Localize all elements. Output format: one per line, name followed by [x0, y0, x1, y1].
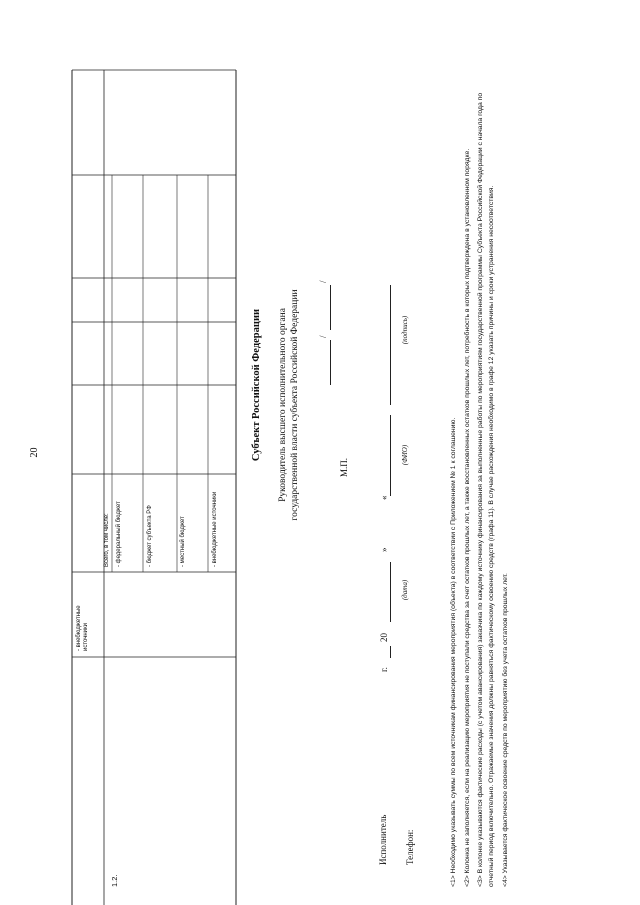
name-line [318, 285, 331, 330]
year-prefix: 20 [379, 633, 389, 642]
cell-label: - местный бюджет [180, 516, 186, 567]
head-title-line-2: государственной власти субъекта Российской Федерации [290, 289, 300, 521]
slash: / [318, 335, 328, 338]
cell-label: - бюджет субъекта РФ [147, 505, 153, 567]
signature-line [318, 340, 331, 385]
footnote: <3> В колонке указываются фактические расходы (с учетом авансирования) заказчика по каждому источнику финансирования за выполненные работы по мероприятиям государственной программы Субъекта Российской Федерации с начала года по отчетный период включительно. Отражаемые значения должны равняться фактическому освоению средств (графа 11). В случае расхождения необходимо в графе 12 указать причины и сроки устранения несоответствия. [477, 92, 496, 887]
year-field [378, 646, 391, 658]
cell-label: - федеральный бюджет [116, 501, 122, 567]
row-number: 1.2. [110, 874, 119, 887]
slash: / [318, 280, 328, 283]
phone-label: Телефон: [405, 829, 415, 865]
footnote: <4> Указывается фактическое освоение средств по мероприятию без учета остатков прошлых лет. [501, 573, 509, 887]
day-field [378, 482, 391, 496]
head-title-line-1: Руководитель высшего исполнительного органа [278, 308, 288, 502]
fio-field [378, 415, 391, 485]
footnotes [449, 65, 515, 887]
cell-label: - внебюджетные источники [76, 605, 89, 651]
footnote: <1> Необходимо указывать суммы по всем источникам финансирования мероприятия (объекта) в соответствии с Приложением № 1 к соглашению. [450, 417, 457, 887]
caption-date: (дата) [401, 579, 409, 601]
footnote: <2> Колонка не заполняется, если на реализацию мероприятия не поступали средства за счет остатков прошлых лет, а также восстановленных остатков прошлых лет, потребность в которых подтверждена в установленном порядке. [463, 148, 471, 887]
cell-label: - внебюджетные источники [212, 491, 218, 567]
month-field [378, 562, 391, 622]
signature-underline [378, 285, 391, 385]
cell-label: Всего, в том числе: [104, 513, 110, 567]
subject-title: Субъект Российской Федерации [251, 308, 262, 462]
quote-close: » [379, 547, 389, 552]
quote-open: « [379, 495, 389, 500]
year-suffix: г. [379, 667, 389, 672]
executor-label: Исполнитель [378, 814, 388, 865]
caption-name: (ФИО) [401, 444, 409, 466]
caption-sign: (подпись) [401, 315, 409, 345]
page-number: 20 [29, 447, 40, 458]
stamp-mark: М.П. [339, 457, 349, 477]
